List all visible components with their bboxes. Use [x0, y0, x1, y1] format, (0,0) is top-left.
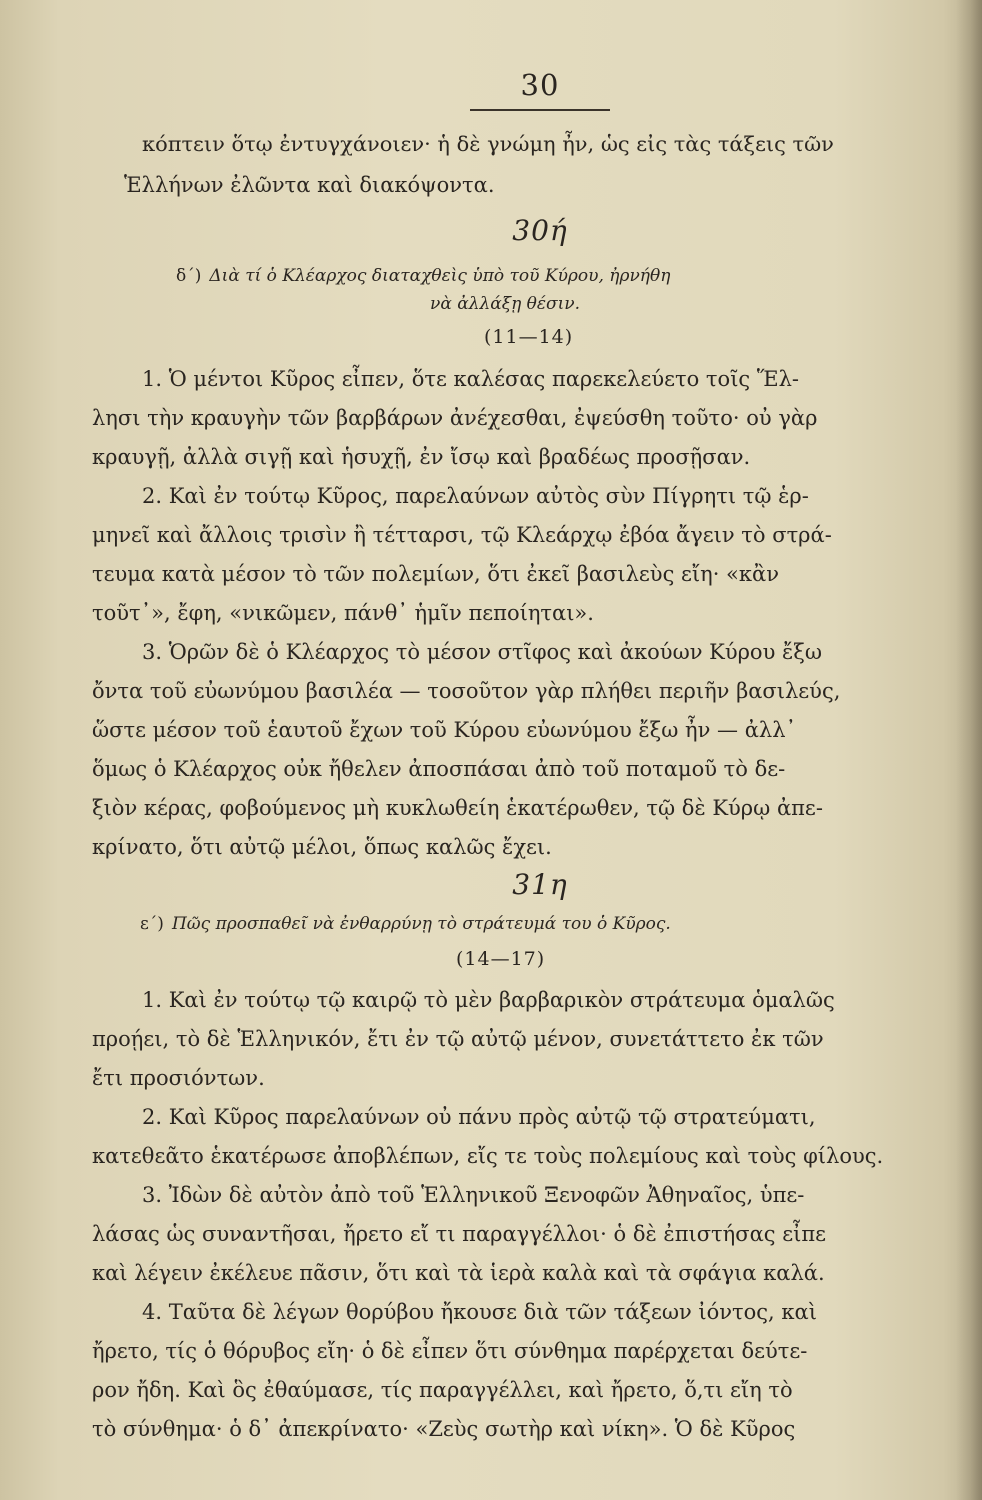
para-31-1-line-1: 1. Καὶ ἐν τούτῳ τῷ καιρῷ τὸ μὲν βαρβαρικὸν στράτευμα ὁμαλῶς	[142, 988, 835, 1012]
para-30-1-line-1: 1. Ὁ μέντοι Κῦρος εἶπεν, ὅτε καλέσας παρεκελεύετο τοῖς Ἕλ-	[142, 367, 799, 391]
para-30-3-line-1: 3. Ὁρῶν δὲ ὁ Κλέαρχος τὸ μέσον στῖφος καὶ ἀκούων Κύρου ἔξω	[142, 640, 822, 664]
intro-line-2: Ἑλλήνων ἐλῶντα καὶ διακόψοντα.	[124, 173, 495, 197]
para-30-1-line-2: λησι τὴν κραυγὴν τῶν βαρβάρων ἀνέχεσθαι, ἐψεύσθη τοῦτο· οὐ γὰρ	[92, 406, 818, 430]
question-30-line-1	[176, 266, 670, 286]
para-31-1-line-3: ἔτι προσιόντων.	[92, 1066, 265, 1090]
para-31-4-line-3: ρον ἤδη. Καὶ ὃς ἐθαύμασε, τίς παραγγέλλει, καὶ ἤρετο, ὅ,τι εἴη τὸ	[92, 1378, 793, 1402]
section-title-31: 31η	[512, 868, 568, 901]
section-title-30: 30ή	[512, 214, 568, 247]
para-30-2-line-2: μηνεῖ καὶ ἄλλοις τρισὶν ἢ τέτταρσι, τῷ Κλεάρχῳ ἐβόα ἄγειν τὸ στρά-	[92, 523, 832, 547]
question-30-line-2: νὰ ἀλλάξῃ θέσιν.	[430, 294, 581, 314]
para-31-3-line-1: 3. Ἰδὼν δὲ αὐτὸν ἀπὸ τοῦ Ἑλληνικοῦ Ξενοφῶν Ἀθηναῖος, ὑπε-	[142, 1183, 805, 1207]
page-number: 30	[520, 68, 560, 102]
question-number: ε΄)	[140, 914, 164, 934]
question-number: δ΄)	[176, 266, 202, 286]
para-30-3-line-3: ὥστε μέσον τοῦ ἑαυτοῦ ἔχων τοῦ Κύρου εὐωνύμου ἔξω ἦν — ἀλλ᾽	[92, 718, 797, 742]
para-30-2-line-3: τευμα κατὰ μέσον τὸ τῶν πολεμίων, ὅτι ἐκεῖ βασιλεὺς εἴη· «κἂν	[92, 562, 779, 586]
para-31-2-line-1: 2. Καὶ Κῦρος παρελαύνων οὐ πάνυ πρὸς αὐτῷ τῷ στρατεύματι,	[142, 1105, 816, 1129]
para-30-2-line-4: τοῦτ᾽», ἔφη, «νικῶμεν, πάνθ᾽ ἡμῖν πεποίηται».	[92, 601, 594, 625]
question-text: Πῶς προσπαθεῖ νὰ ἐνθαρρύνῃ τὸ στράτευμά του ὁ Κῦρος.	[171, 914, 671, 934]
para-30-1-line-3: κραυγῇ, ἀλλὰ σιγῇ καὶ ἡσυχῇ, ἐν ἴσῳ καὶ βραδέως προσῇσαν.	[92, 445, 751, 469]
para-30-3-line-6: κρίνατο, ὅτι αὐτῷ μέλοι, ὅπως καλῶς ἔχει.	[92, 835, 552, 859]
para-31-4-line-1: 4. Ταῦτα δὲ λέγων θορύβου ἤκουσε διὰ τῶν τάξεων ἰόντος, καὶ	[142, 1300, 817, 1324]
page-edge-shadow	[956, 0, 982, 1500]
range-30: (11—14)	[484, 326, 574, 348]
para-31-2-line-2: κατεθεᾶτο ἑκατέρωσε ἀποβλέπων, εἴς τε τοὺς πολεμίους καὶ τοὺς φίλους.	[92, 1144, 884, 1168]
para-30-3-line-5: ξιὸν κέρας, φοβούμενος μὴ κυκλωθείη ἑκατέρωθεν, τῷ δὲ Κύρῳ ἀπε-	[92, 796, 823, 820]
para-31-3-line-3: καὶ λέγειν ἐκέλευε πᾶσιν, ὅτι καὶ τὰ ἱερὰ καλὰ καὶ τὰ σφάγια καλά.	[92, 1261, 825, 1285]
question-31-line-1	[140, 914, 671, 934]
page-number-rule	[470, 109, 610, 111]
para-31-1-line-2: προῄει, τὸ δὲ Ἑλληνικόν, ἔτι ἐν τῷ αὐτῷ μένον, συνετάττετο ἐκ τῶν	[92, 1027, 824, 1051]
intro-line-1: κόπτειν ὅτῳ ἐντυγχάνοιεν· ἡ δὲ γνώμη ἦν, ὡς εἰς τὰς τάξεις τῶν	[142, 132, 834, 156]
para-31-4-line-4: τὸ σύνθημα· ὁ δ᾽ ἀπεκρίνατο· «Ζεὺς σωτὴρ καὶ νίκη». Ὁ δὲ Κῦρος	[92, 1417, 796, 1441]
para-30-3-line-4: ὅμως ὁ Κλέαρχος οὐκ ἤθελεν ἀποσπάσαι ἀπὸ τοῦ ποταμοῦ τὸ δε-	[92, 757, 786, 781]
question-text: Διὰ τί ὁ Κλέαρχος διαταχθεὶς ὑπὸ τοῦ Κύρου, ἠρνήθη	[209, 266, 671, 286]
para-31-4-line-2: ἤρετο, τίς ὁ θόρυβος εἴη· ὁ δὲ εἶπεν ὅτι σύνθημα παρέρχεται δεύτε-	[92, 1339, 808, 1363]
para-30-2-line-1: 2. Καὶ ἐν τούτῳ Κῦρος, παρελαύνων αὐτὸς σὺν Πίγρητι τῷ ἑρ-	[142, 484, 809, 508]
range-31: (14—17)	[456, 948, 546, 970]
para-30-3-line-2: ὄντα τοῦ εὐωνύμου βασιλέα — τοσοῦτον γὰρ πλήθει περιῆν βασιλεύς,	[92, 679, 841, 703]
para-31-3-line-2: λάσας ὡς συναντῆσαι, ἤρετο εἴ τι παραγγέλλοι· ὁ δὲ ἐπιστήσας εἶπε	[92, 1222, 827, 1246]
